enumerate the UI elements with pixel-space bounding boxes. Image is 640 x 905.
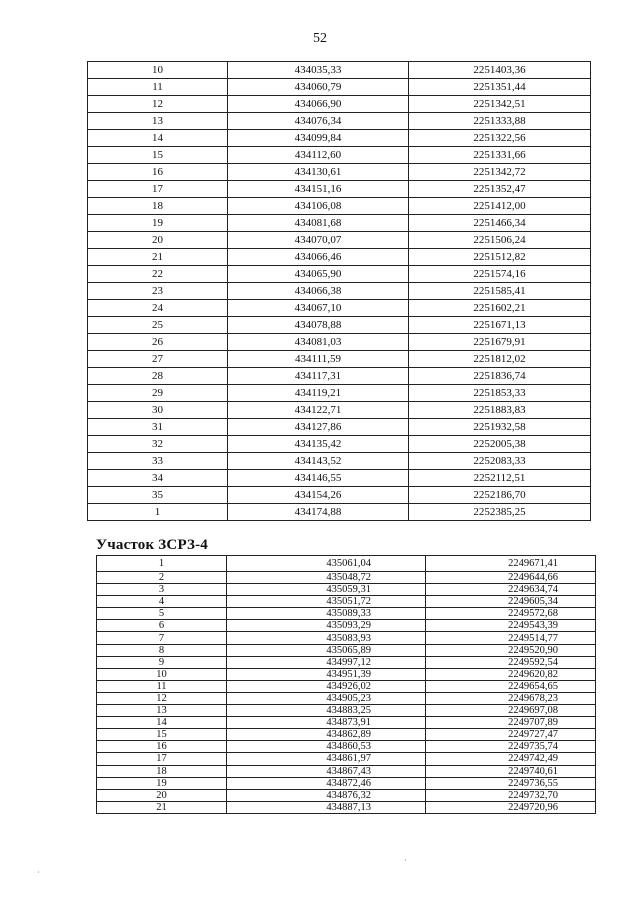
x-coordinate-cell: 434876,32 (227, 789, 426, 801)
x-coordinate-cell: 434066,38 (228, 283, 409, 300)
x-coordinate-cell: 434997,12 (227, 656, 426, 668)
table-row (88, 385, 591, 402)
x-coordinate-cell: 434143,52 (228, 453, 409, 470)
y-coordinate-cell: 2251351,44 (409, 79, 591, 96)
table-row (88, 470, 591, 487)
point-number-cell: 19 (97, 777, 227, 789)
point-number-cell: 24 (88, 300, 228, 317)
point-number-cell: 12 (88, 96, 228, 113)
y-coordinate-cell: 2249736,55 (426, 777, 596, 789)
point-number-cell: 15 (88, 147, 228, 164)
point-number-cell: 28 (88, 368, 228, 385)
table-row (97, 608, 596, 620)
y-coordinate-cell: 2249543,39 (426, 620, 596, 632)
x-coordinate-cell: 434117,31 (228, 368, 409, 385)
table-row (97, 717, 596, 729)
x-coordinate-cell: 434070,07 (228, 232, 409, 249)
table-row (88, 402, 591, 419)
x-coordinate-cell: 434081,68 (228, 215, 409, 232)
point-number-cell: 21 (97, 801, 227, 813)
point-number-cell: 9 (97, 656, 227, 668)
x-coordinate-cell: 435048,72 (227, 572, 426, 584)
table-row (88, 164, 591, 181)
y-coordinate-cell: 2251836,74 (409, 368, 591, 385)
y-coordinate-cell: 2249592,54 (426, 656, 596, 668)
table-row (97, 729, 596, 741)
scan-speck: · (37, 868, 40, 877)
table-row (88, 436, 591, 453)
table-row (88, 96, 591, 113)
x-coordinate-cell: 434099,84 (228, 130, 409, 147)
y-coordinate-cell: 2252112,51 (409, 470, 591, 487)
point-number-cell: 17 (88, 181, 228, 198)
table-row (88, 198, 591, 215)
point-number-cell: 29 (88, 385, 228, 402)
point-number-cell: 31 (88, 419, 228, 436)
y-coordinate-cell: 2249732,70 (426, 789, 596, 801)
table-row (88, 504, 591, 521)
y-coordinate-cell: 2252083,33 (409, 453, 591, 470)
y-coordinate-cell: 2251602,21 (409, 300, 591, 317)
coordinates-table-body (88, 62, 591, 521)
x-coordinate-cell: 435059,31 (227, 584, 426, 596)
point-number-cell: 2 (97, 572, 227, 584)
y-coordinate-cell: 2251506,24 (409, 232, 591, 249)
y-coordinate-cell: 2251574,16 (409, 266, 591, 283)
x-coordinate-cell: 434154,26 (228, 487, 409, 504)
table-row (97, 777, 596, 789)
table-row (88, 487, 591, 504)
table-row (97, 765, 596, 777)
point-number-cell: 3 (97, 584, 227, 596)
point-number-cell: 22 (88, 266, 228, 283)
table-row (97, 801, 596, 813)
x-coordinate-cell: 434060,79 (228, 79, 409, 96)
point-number-cell: 35 (88, 487, 228, 504)
table-row (97, 789, 596, 801)
y-coordinate-cell: 2249742,49 (426, 753, 596, 765)
point-number-cell: 34 (88, 470, 228, 487)
y-coordinate-cell: 2249620,82 (426, 668, 596, 680)
x-coordinate-cell: 435089,33 (227, 608, 426, 620)
y-coordinate-cell: 2249720,96 (426, 801, 596, 813)
section-title: Участок ЗСРЗ-4 (96, 537, 208, 553)
point-number-cell: 32 (88, 436, 228, 453)
y-coordinate-cell: 2251932,58 (409, 419, 591, 436)
point-number-cell: 26 (88, 334, 228, 351)
table-row (97, 753, 596, 765)
point-number-cell: 13 (97, 705, 227, 717)
y-coordinate-cell: 2249740,61 (426, 765, 596, 777)
x-coordinate-cell: 434078,88 (228, 317, 409, 334)
table-row (88, 283, 591, 300)
table-row (88, 317, 591, 334)
y-coordinate-cell: 2249514,77 (426, 632, 596, 644)
x-coordinate-cell: 434119,21 (228, 385, 409, 402)
table-row (88, 351, 591, 368)
point-number-cell: 16 (97, 741, 227, 753)
point-number-cell: 13 (88, 113, 228, 130)
x-coordinate-cell: 434883,25 (227, 705, 426, 717)
page-number: 52 (313, 31, 327, 46)
y-coordinate-cell: 2249520,90 (426, 644, 596, 656)
y-coordinate-cell: 2249735,74 (426, 741, 596, 753)
point-number-cell: 33 (88, 453, 228, 470)
table-row (97, 572, 596, 584)
table-row (88, 113, 591, 130)
x-coordinate-cell: 434076,34 (228, 113, 409, 130)
y-coordinate-cell: 2251512,82 (409, 249, 591, 266)
point-number-cell: 20 (97, 789, 227, 801)
y-coordinate-cell: 2251412,00 (409, 198, 591, 215)
point-number-cell: 7 (97, 632, 227, 644)
table-row (97, 656, 596, 668)
point-number-cell: 1 (88, 504, 228, 521)
y-coordinate-cell: 2251322,56 (409, 130, 591, 147)
y-coordinate-cell: 2252186,70 (409, 487, 591, 504)
point-number-cell: 14 (97, 717, 227, 729)
table-row (88, 232, 591, 249)
y-coordinate-cell: 2249605,34 (426, 596, 596, 608)
x-coordinate-cell: 434862,89 (227, 729, 426, 741)
x-coordinate-cell: 435061,04 (227, 556, 426, 572)
y-coordinate-cell: 2252385,25 (409, 504, 591, 521)
table-row (88, 453, 591, 470)
point-number-cell: 4 (97, 596, 227, 608)
point-number-cell: 25 (88, 317, 228, 334)
y-coordinate-cell: 2249678,23 (426, 692, 596, 704)
y-coordinate-cell: 2251342,72 (409, 164, 591, 181)
table-row (88, 79, 591, 96)
point-number-cell: 11 (88, 79, 228, 96)
y-coordinate-cell: 2249671,41 (426, 556, 596, 572)
table-row (88, 334, 591, 351)
x-coordinate-cell: 434122,71 (228, 402, 409, 419)
table-row (88, 215, 591, 232)
point-number-cell: 8 (97, 644, 227, 656)
x-coordinate-cell: 434067,10 (228, 300, 409, 317)
x-coordinate-cell: 434872,46 (227, 777, 426, 789)
x-coordinate-cell: 434151,16 (228, 181, 409, 198)
table-row (97, 668, 596, 680)
table-row (97, 620, 596, 632)
x-coordinate-cell: 434905,23 (227, 692, 426, 704)
point-number-cell: 23 (88, 283, 228, 300)
x-coordinate-cell: 434111,59 (228, 351, 409, 368)
point-number-cell: 14 (88, 130, 228, 147)
y-coordinate-cell: 2249727,47 (426, 729, 596, 741)
table-row (97, 644, 596, 656)
x-coordinate-cell: 434951,39 (227, 668, 426, 680)
y-coordinate-cell: 2251585,41 (409, 283, 591, 300)
point-number-cell: 6 (97, 620, 227, 632)
x-coordinate-cell: 434066,90 (228, 96, 409, 113)
x-coordinate-cell: 434066,46 (228, 249, 409, 266)
point-number-cell: 15 (97, 729, 227, 741)
table-row (97, 596, 596, 608)
point-number-cell: 18 (97, 765, 227, 777)
x-coordinate-cell: 434130,61 (228, 164, 409, 181)
y-coordinate-cell: 2251883,83 (409, 402, 591, 419)
x-coordinate-cell: 434873,91 (227, 717, 426, 729)
table-row (88, 130, 591, 147)
table-row (97, 741, 596, 753)
point-number-cell: 30 (88, 402, 228, 419)
x-coordinate-cell: 434146,55 (228, 470, 409, 487)
x-coordinate-cell: 434065,90 (228, 266, 409, 283)
table-row (97, 680, 596, 692)
point-number-cell: 27 (88, 351, 228, 368)
y-coordinate-cell: 2249697,08 (426, 705, 596, 717)
table-row (97, 584, 596, 596)
y-coordinate-cell: 2251352,47 (409, 181, 591, 198)
table-row (88, 300, 591, 317)
x-coordinate-cell: 434887,13 (227, 801, 426, 813)
zsrz-4-coordinates-table (96, 555, 596, 814)
point-number-cell: 11 (97, 680, 227, 692)
table-row (88, 368, 591, 385)
table-row (97, 632, 596, 644)
point-number-cell: 18 (88, 198, 228, 215)
point-number-cell: 19 (88, 215, 228, 232)
y-coordinate-cell: 2249572,68 (426, 608, 596, 620)
y-coordinate-cell: 2249634,74 (426, 584, 596, 596)
x-coordinate-cell: 434106,08 (228, 198, 409, 215)
y-coordinate-cell: 2252005,38 (409, 436, 591, 453)
point-number-cell: 21 (88, 249, 228, 266)
table-row (88, 181, 591, 198)
x-coordinate-cell: 435051,72 (227, 596, 426, 608)
x-coordinate-cell: 434081,03 (228, 334, 409, 351)
scan-speck: · (404, 856, 407, 865)
table-row (97, 556, 596, 572)
table-row (88, 147, 591, 164)
y-coordinate-cell: 2251331,66 (409, 147, 591, 164)
y-coordinate-cell: 2251671,13 (409, 317, 591, 334)
x-coordinate-cell: 434867,43 (227, 765, 426, 777)
y-coordinate-cell: 2251403,36 (409, 62, 591, 79)
x-coordinate-cell: 434135,42 (228, 436, 409, 453)
y-coordinate-cell: 2251342,51 (409, 96, 591, 113)
y-coordinate-cell: 2251853,33 (409, 385, 591, 402)
x-coordinate-cell: 434861,97 (227, 753, 426, 765)
y-coordinate-cell: 2251333,88 (409, 113, 591, 130)
x-coordinate-cell: 434035,33 (228, 62, 409, 79)
y-coordinate-cell: 2249707,89 (426, 717, 596, 729)
x-coordinate-cell: 434174,88 (228, 504, 409, 521)
point-number-cell: 20 (88, 232, 228, 249)
table-row (88, 62, 591, 79)
y-coordinate-cell: 2249644,66 (426, 572, 596, 584)
x-coordinate-cell: 434127,86 (228, 419, 409, 436)
point-number-cell: 5 (97, 608, 227, 620)
x-coordinate-cell: 434112,60 (228, 147, 409, 164)
x-coordinate-cell: 435065,89 (227, 644, 426, 656)
table-row (88, 266, 591, 283)
zsrz-4-table-body (97, 556, 596, 814)
table-row (97, 692, 596, 704)
x-coordinate-cell: 435093,29 (227, 620, 426, 632)
y-coordinate-cell: 2251812,02 (409, 351, 591, 368)
x-coordinate-cell: 435083,93 (227, 632, 426, 644)
point-number-cell: 10 (88, 62, 228, 79)
point-number-cell: 17 (97, 753, 227, 765)
point-number-cell: 16 (88, 164, 228, 181)
coordinates-table-continued (87, 61, 591, 521)
point-number-cell: 1 (97, 556, 227, 572)
table-row (88, 419, 591, 436)
x-coordinate-cell: 434860,53 (227, 741, 426, 753)
point-number-cell: 12 (97, 692, 227, 704)
table-row (97, 705, 596, 717)
y-coordinate-cell: 2251679,91 (409, 334, 591, 351)
y-coordinate-cell: 2251466,34 (409, 215, 591, 232)
table-row (88, 249, 591, 266)
point-number-cell: 10 (97, 668, 227, 680)
x-coordinate-cell: 434926,02 (227, 680, 426, 692)
y-coordinate-cell: 2249654,65 (426, 680, 596, 692)
